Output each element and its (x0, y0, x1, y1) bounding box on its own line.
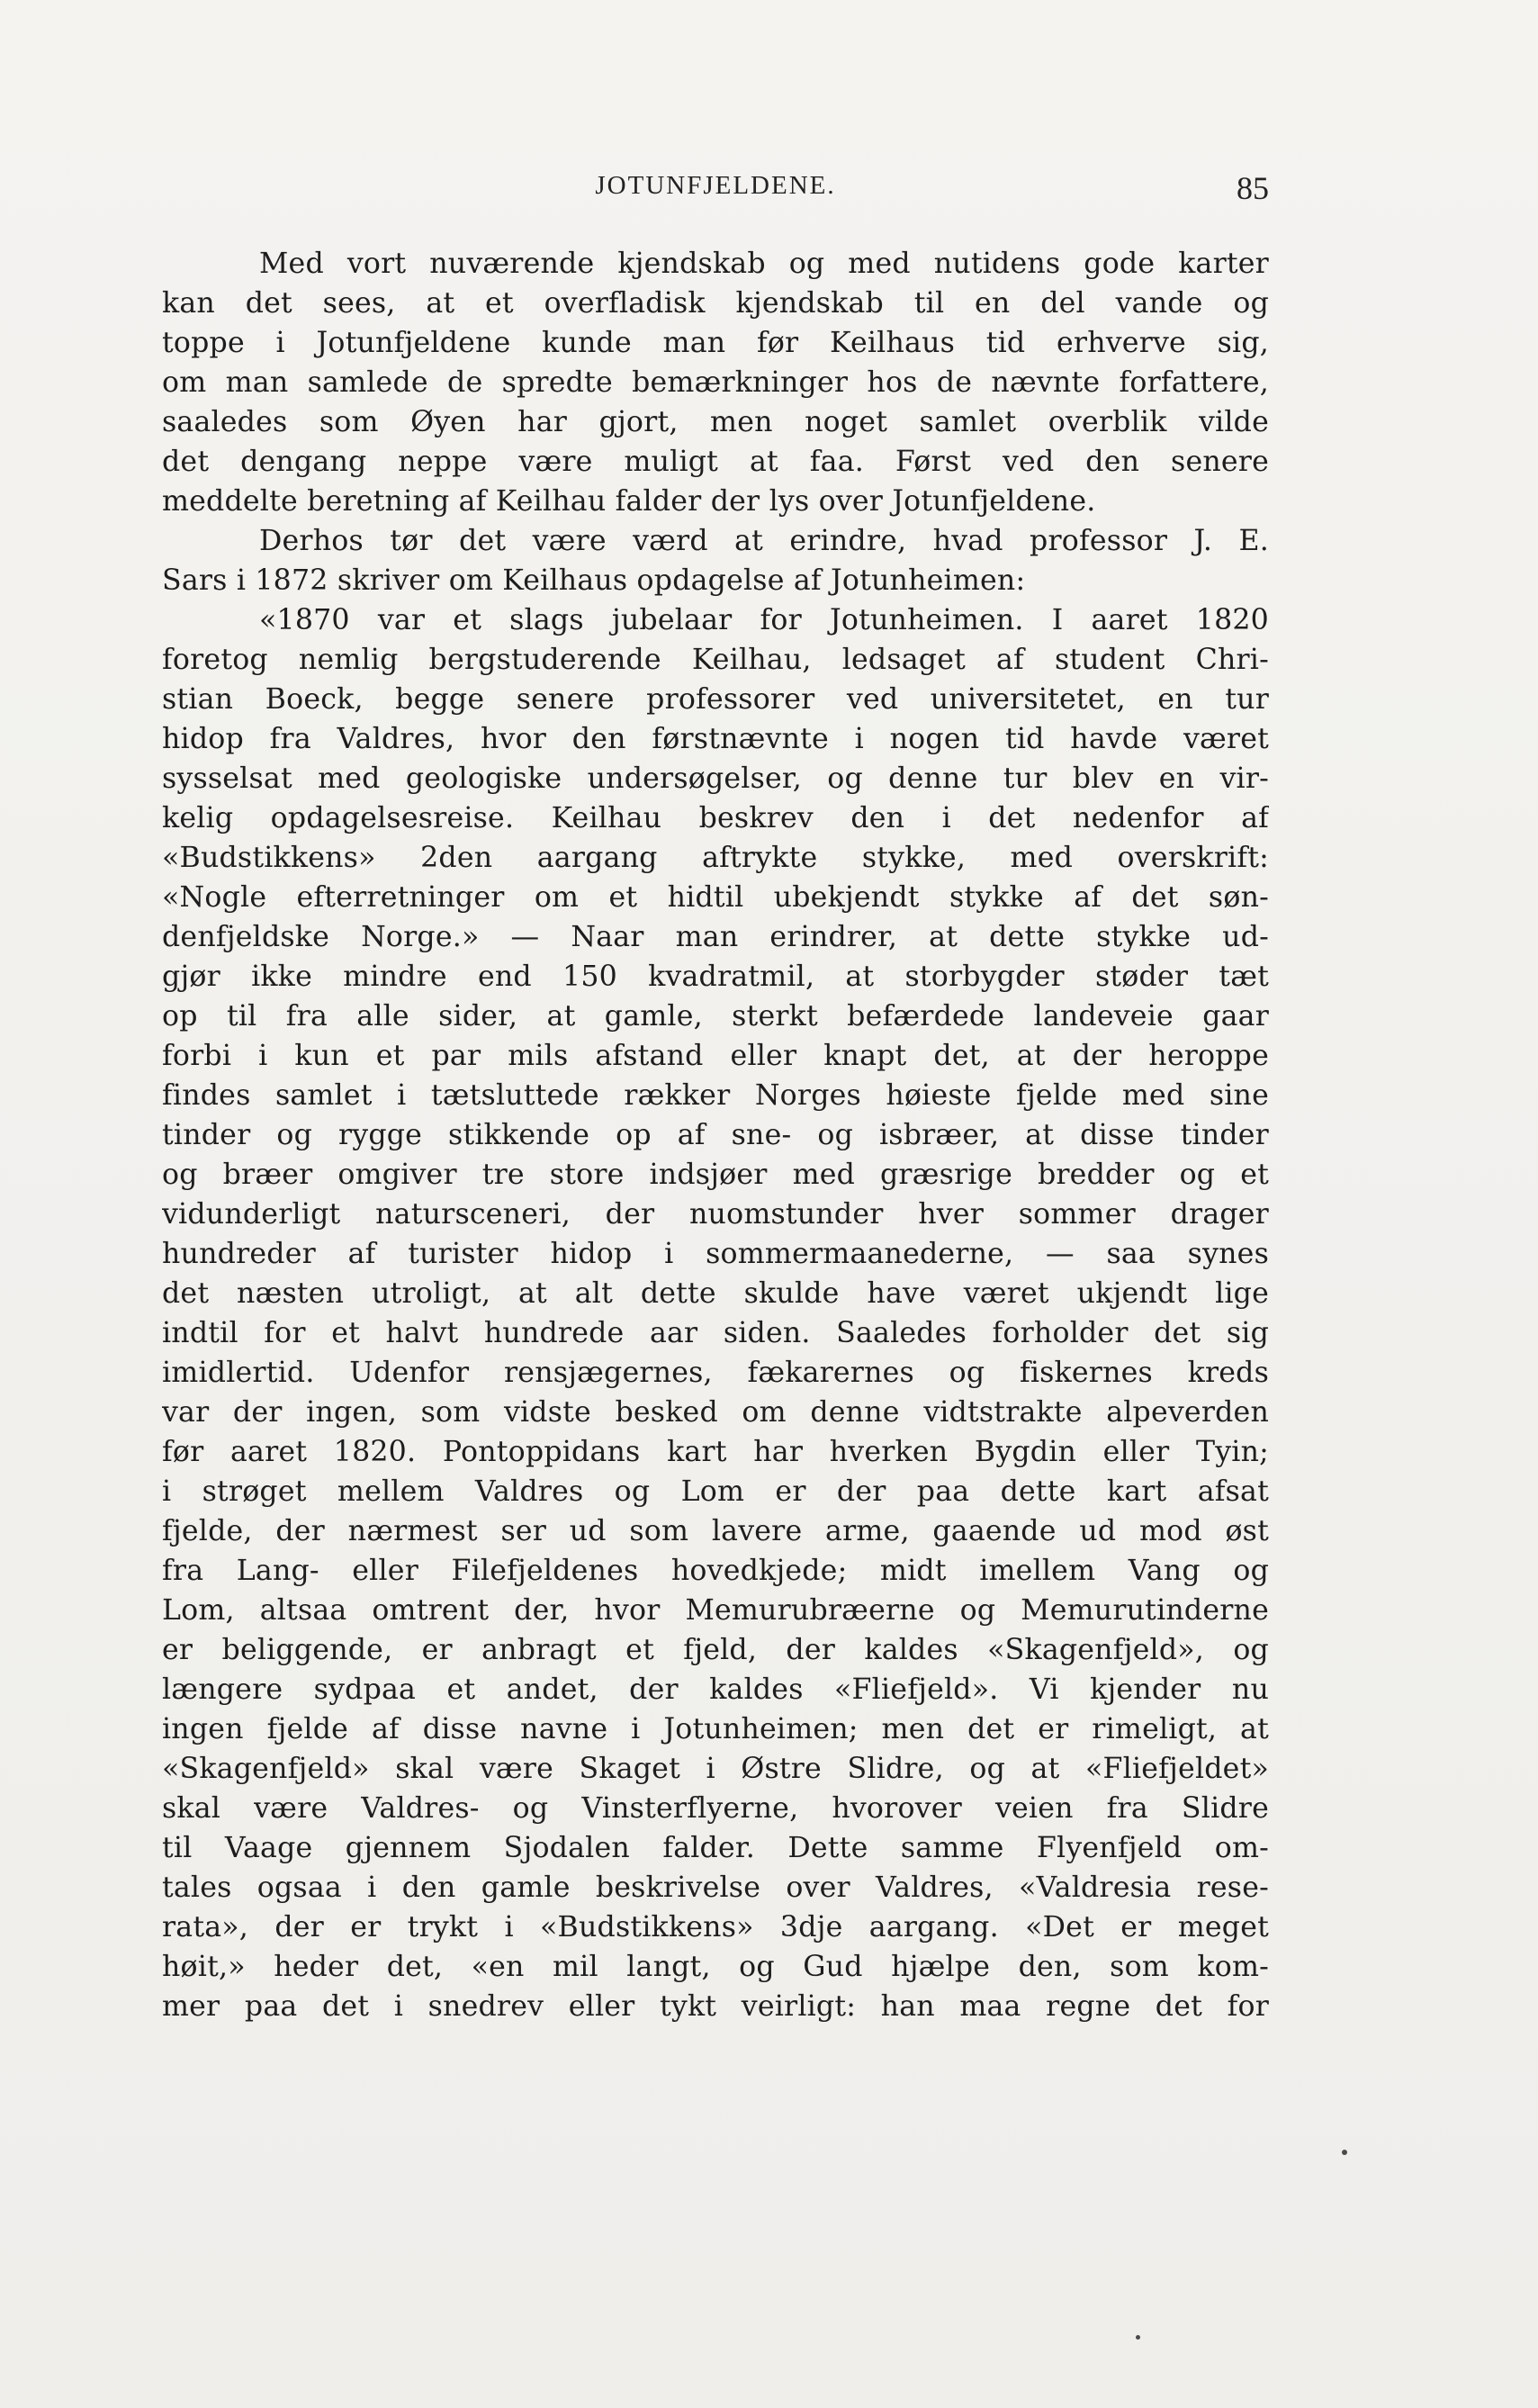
text-line: fjelde, der nærmest ser ud som lavere arme, gaaende ud mod øst (162, 1515, 1269, 1547)
text-line: tinder og rygge stikkende op af sne- og isbræer, at disse tinder (162, 1119, 1269, 1151)
text-line: det dengang neppe være muligt at faa. Først ved den senere (162, 446, 1269, 478)
text-line: saaledes som Øyen har gjort, men noget samlet overblik vilde (162, 406, 1269, 438)
text-line: i strøget mellem Valdres og Lom er der paa dette kart afsat (162, 1475, 1269, 1508)
text-line: kan det sees, at et overfladisk kjendskab til en del vande og (162, 287, 1269, 320)
text-line: var der ingen, som vidste besked om denne vidtstrakte alpeverden (162, 1396, 1269, 1429)
text-line: «Skagenfjeld» skal være Skaget i Østre Slidre, og at «Fliefjeldet» (162, 1753, 1269, 1785)
body-text (162, 244, 1269, 2026)
text-line: før aaret 1820. Pontoppidans kart har hverken Bygdin eller Tyin; (162, 1436, 1269, 1468)
text-line: tales ogsaa i den gamle beskrivelse over Valdres, «Valdresia rese- (162, 1871, 1269, 1904)
text-line: meddelte beretning af Keilhau falder der lys over Jotunfjeldene. (162, 485, 1096, 518)
text-line: forbi i kun et par mils afstand eller knapt det, at der heroppe (162, 1040, 1269, 1072)
text-line: imidlertid. Udenfor rensjægernes, fækarernes og fiskernes kreds (162, 1357, 1269, 1389)
text-line: det næsten utroligt, at alt dette skulde have været ukjendt lige (162, 1277, 1269, 1310)
text-line: om man samlede de spredte bemærkninger hos de nævnte forfattere, (162, 366, 1269, 399)
text-line: og bræer omgiver tre store indsjøer med græsrige bredder og et (162, 1159, 1269, 1191)
text-line: Med vort nuværende kjendskab og med nutidens gode karter (259, 248, 1269, 280)
text-line: toppe i Jotunfjeldene kunde man før Keilhaus tid erhverve sig, (162, 327, 1269, 359)
text-line: vidunderligt natursceneri, der nuomstunder hver sommer drager (162, 1198, 1269, 1231)
text-line: findes samlet i tætsluttede rækker Norges høieste fjelde med sine (162, 1079, 1269, 1112)
text-line: kelig opdagelsesreise. Keilhau beskrev den i det nedenfor af (162, 802, 1269, 834)
text-line: denfjeldske Norge.» — Naar man erindrer, at dette stykke ud- (162, 921, 1269, 953)
text-line: ingen fjelde af disse navne i Jotunheimen; men det er rimeligt, at (162, 1713, 1269, 1745)
text-line: er beliggende, er anbragt et fjeld, der kaldes «Skagenfjeld», og (162, 1634, 1269, 1666)
running-head: JOTUNFJELDENE. (595, 171, 836, 200)
page-header (162, 171, 1269, 207)
ink-speck (1342, 2150, 1347, 2155)
text-line: foretog nemlig bergstuderende Keilhau, ledsaget af student Chri- (162, 644, 1269, 676)
ink-speck (1136, 2335, 1140, 2340)
text-line: mer paa det i snedrev eller tykt veirligt: han maa regne det for (162, 1990, 1269, 2023)
text-line: Derhos tør det være værd at erindre, hvad professor J. E. (259, 525, 1269, 557)
text-line: hidop fra Valdres, hvor den førstnævnte i nogen tid havde været (162, 723, 1269, 755)
text-line: længere sydpaa et andet, der kaldes «Fliefjeld». Vi kjender nu (162, 1673, 1269, 1706)
text-line: gjør ikke mindre end 150 kvadratmil, at storbygder støder tæt (162, 960, 1269, 993)
text-line: rata», der er trykt i «Budstikkens» 3dje aargang. «Det er meget (162, 1911, 1269, 1944)
text-line: «Nogle efterretninger om et hidtil ubekjendt stykke af det søn- (162, 881, 1269, 914)
text-line: hundreder af turister hidop i sommermaanederne, — saa synes (162, 1238, 1269, 1270)
text-line: høit,» heder det, «en mil langt, og Gud hjælpe den, som kom- (162, 1951, 1269, 1983)
text-line: op til fra alle sider, at gamle, sterkt befærdede landeveie gaar (162, 1000, 1269, 1033)
text-line: til Vaage gjennem Sjodalen falder. Dette samme Flyenfjeld om- (162, 1832, 1269, 1864)
text-line: indtil for et halvt hundrede aar siden. Saaledes forholder det sig (162, 1317, 1269, 1349)
page-number: 85 (1237, 170, 1269, 206)
text-line: fra Lang- eller Filefjeldenes hovedkjede; midt imellem Vang og (162, 1555, 1269, 1587)
text-line: «Budstikkens» 2den aargang aftrykte stykke, med overskrift: (162, 842, 1269, 874)
text-line: Sars i 1872 skriver om Keilhaus opdagelse af Jotunheimen: (162, 564, 1026, 597)
text-line: skal være Valdres- og Vinsterflyerne, hvorover veien fra Slidre (162, 1792, 1269, 1825)
text-line: Lom, altsaa omtrent der, hvor Memurubræerne og Memurutinderne (162, 1594, 1269, 1627)
text-line: «1870 var et slags jubelaar for Jotunheimen. I aaret 1820 (259, 604, 1269, 636)
text-line: stian Boeck, begge senere professorer ved universitetet, en tur (162, 683, 1269, 716)
text-line: sysselsat med geologiske undersøgelser, og denne tur blev en vir- (162, 762, 1269, 795)
